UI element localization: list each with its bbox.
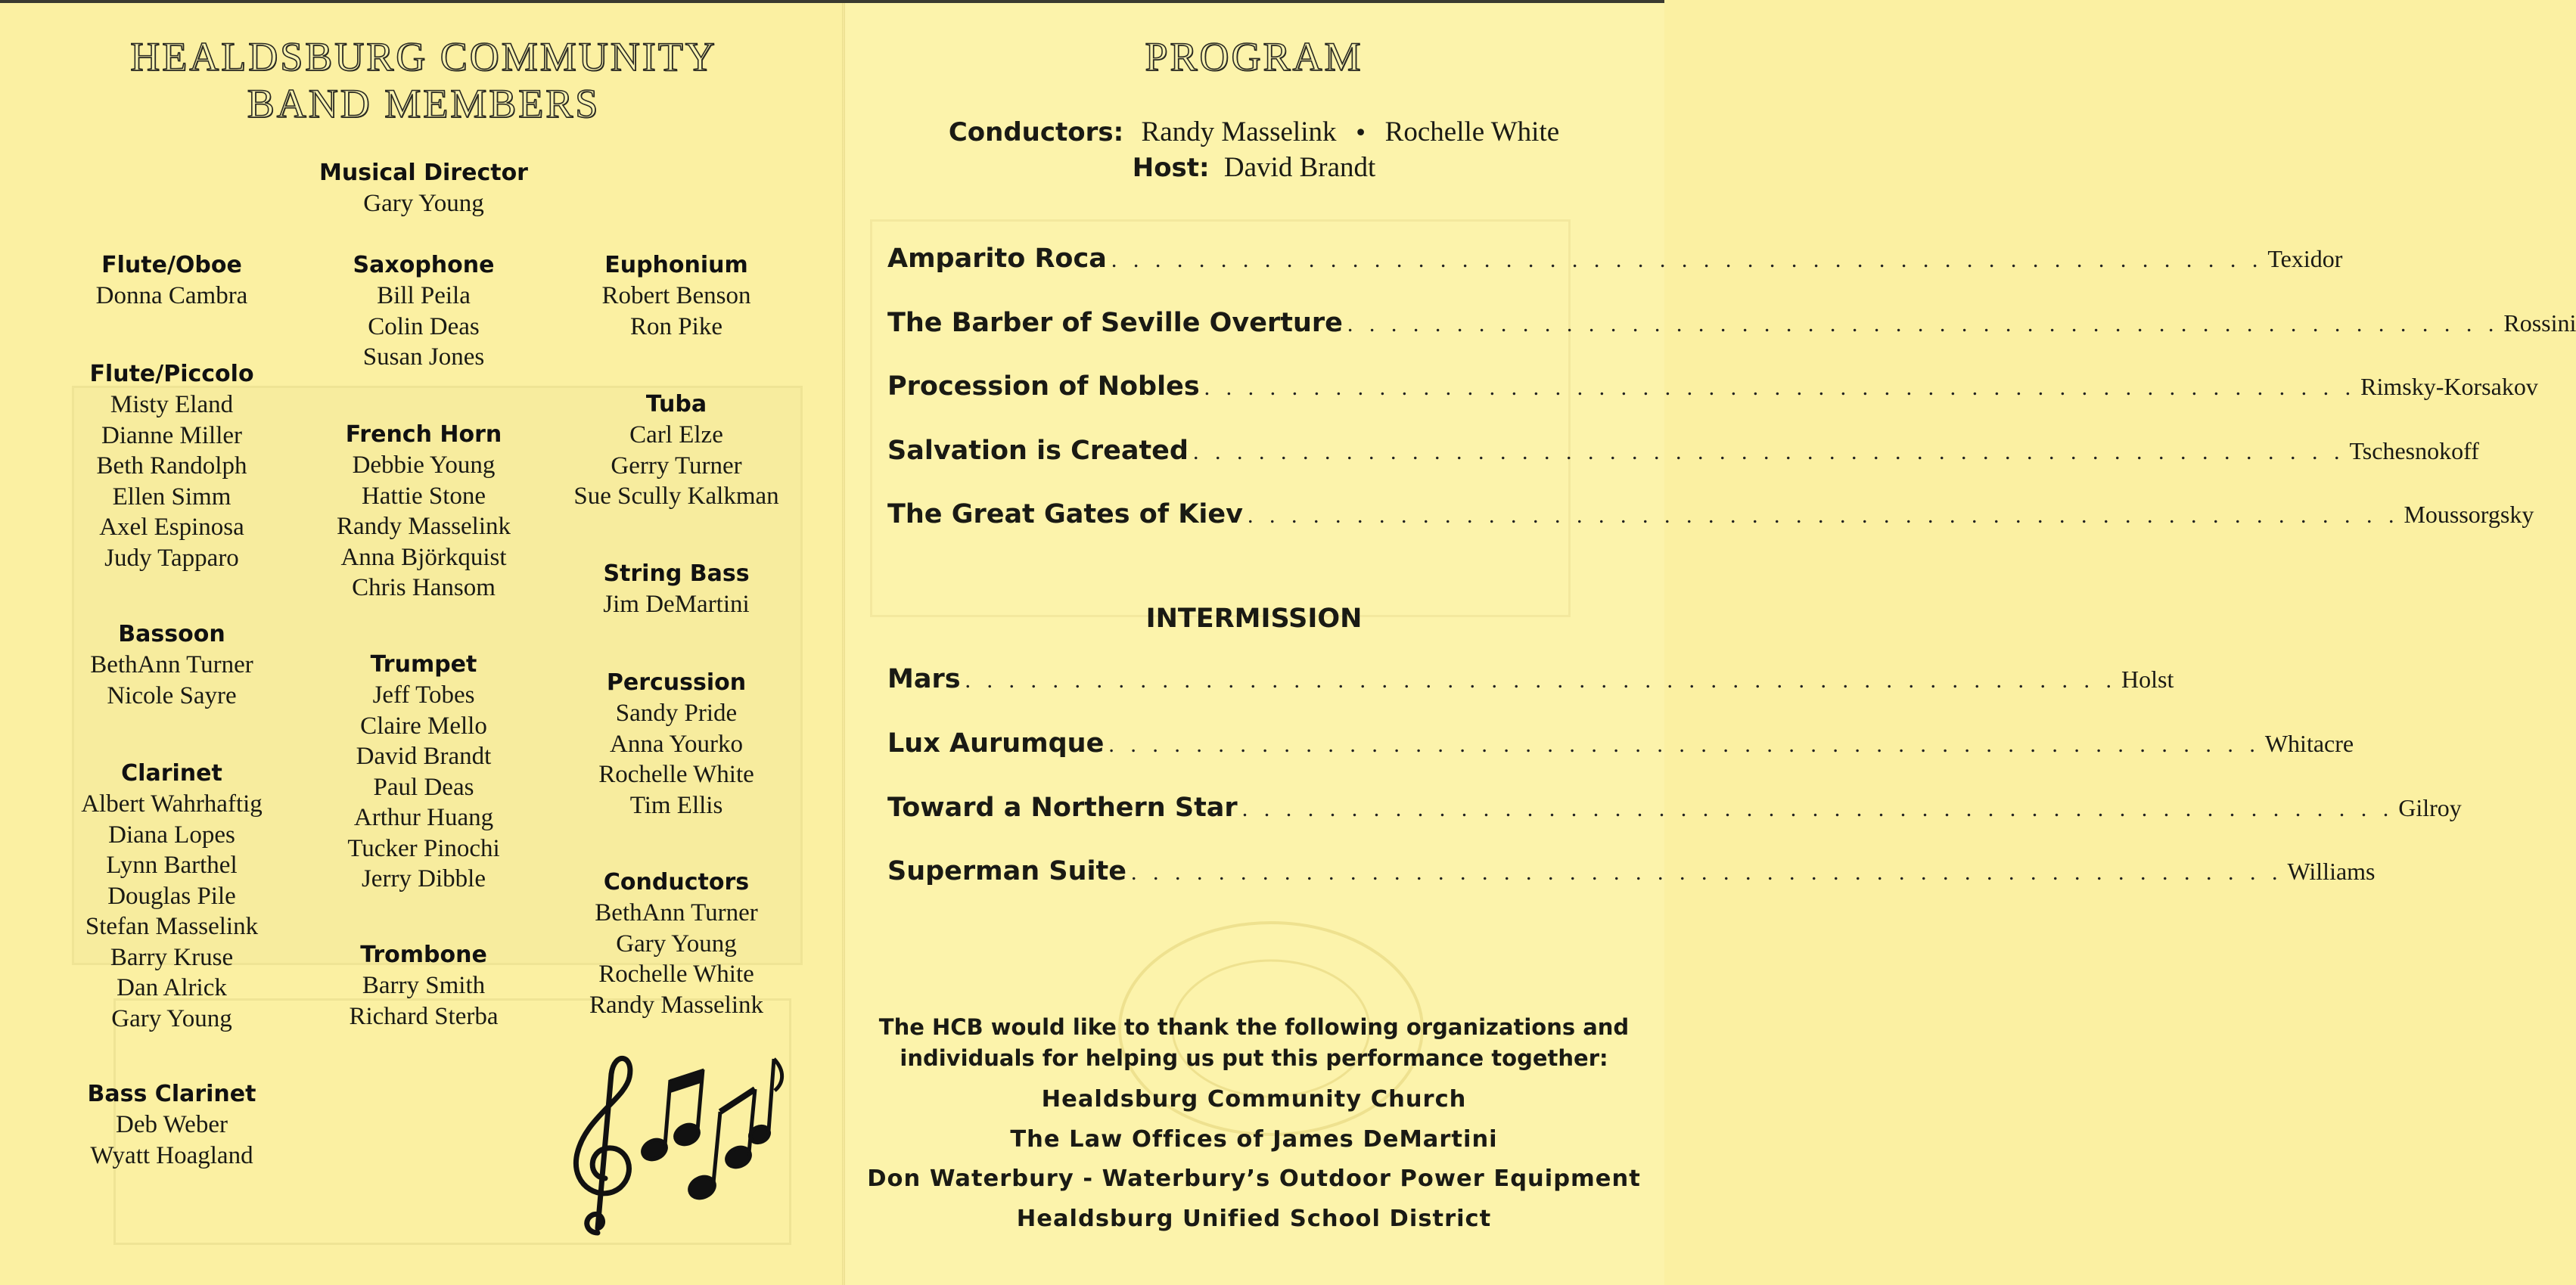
member-name: Nicole Sayre: [107, 681, 237, 709]
host-name: David Brandt: [1223, 152, 1376, 183]
section-bass-clarinet: [36, 1079, 308, 1171]
section-flute-piccolo: [36, 359, 308, 573]
member-name: Tucker Pinochi: [347, 834, 500, 862]
member-name: Randy Masselink: [589, 991, 764, 1019]
title-line-2: BAND MEMBERS: [247, 81, 601, 126]
member-name: Richard Sterba: [349, 1002, 499, 1030]
thanks-line-2: individuals for helping us put this performance together:: [900, 1045, 1608, 1071]
piece-title: Toward a Northern Star: [887, 793, 1238, 823]
dot-leader: . . . . . . . . . . . . . . . . . . . . . . . . . . . . . . . . . . . . . . . . . . . . . . . . . . . . .: [1111, 247, 2264, 272]
thanks-line-1: The HCB would like to thank the following organizations and: [878, 1014, 1630, 1040]
intermission-heading: INTERMISSION: [1145, 604, 1363, 634]
section-heading: Conductors: [603, 869, 750, 895]
member-name: Ellen Simm: [112, 483, 231, 511]
piece-title: Superman Suite: [887, 856, 1126, 886]
thanks-text: [844, 1012, 1664, 1074]
member-name: Rochelle White: [598, 961, 754, 988]
member-name: Beth Randolph: [96, 452, 247, 480]
piece-title: Amparito Roca: [887, 244, 1107, 274]
member-name: Anna Björkquist: [340, 543, 507, 571]
section-heading: Flute/Oboe: [101, 252, 242, 278]
section-euphonium: [540, 250, 813, 342]
composer: Moussorgsky: [2404, 501, 2534, 528]
section-percussion: [540, 668, 813, 821]
member-name: Susan Jones: [362, 343, 485, 371]
piece-title: Mars: [887, 664, 961, 694]
member-name: David Brandt: [356, 743, 492, 770]
piece-title: Salvation is Created: [887, 436, 1189, 466]
piece-title: Procession of Nobles: [887, 371, 1200, 402]
member-name: Rochelle White: [598, 761, 754, 788]
member-name: Diana Lopes: [108, 821, 235, 849]
member-name: Chris Hansom: [352, 574, 496, 601]
composer: Rossini: [2503, 309, 2576, 337]
composer: Holst: [2121, 666, 2174, 693]
member-name: Gary Young: [111, 1004, 232, 1032]
member-name: Misty Eland: [110, 391, 234, 418]
program-item: [887, 371, 2538, 409]
section-heading: Trumpet: [370, 651, 477, 678]
member-name: Jim DeMartini: [603, 591, 750, 618]
conductor-name: Randy Masselink: [1141, 116, 1337, 147]
member-name: Randy Masselink: [336, 513, 511, 540]
section-heading: Bass Clarinet: [87, 1081, 256, 1107]
dot-leader: . . . . . . . . . . . . . . . . . . . . . . . . . . . . . . . . . . . . . . . . . . . . . . . . . . . . .: [965, 668, 2118, 693]
section-heading: Euphonium: [604, 252, 748, 278]
section-heading: Trombone: [360, 942, 487, 968]
section-trombone: [287, 940, 560, 1032]
member-name: Dan Alrick: [117, 974, 227, 1001]
scan-edge: [0, 0, 1664, 3]
member-name: Debbie Young: [352, 452, 496, 479]
member-name: Gary Young: [363, 190, 484, 217]
member-name: Albert Wahrhaftig: [81, 790, 263, 818]
program-item: [887, 856, 2376, 894]
member-name: Barry Smith: [362, 972, 486, 999]
section-tuba: [540, 390, 813, 512]
member-name: Barry Kruse: [110, 943, 234, 971]
composer: Gilroy: [2398, 794, 2462, 821]
member-name: Donna Cambra: [95, 282, 248, 309]
piece-title: The Barber of Seville Overture: [887, 308, 1343, 338]
program-item: [887, 499, 2534, 537]
section-flute-oboe: [36, 250, 308, 312]
program-item: [887, 244, 2343, 281]
member-name: Jeff Tobes: [372, 681, 475, 709]
dot-leader: . . . . . . . . . . . . . . . . . . . . . . . . . . . . . . . . . . . . . . . . . . . . . . . . . . . . .: [1347, 312, 2500, 337]
member-name: Carl Elze: [629, 421, 723, 449]
member-name: Axel Espinosa: [99, 514, 244, 541]
section-french-horn: [287, 420, 560, 604]
member-name: Sue Scully Kalkman: [573, 483, 779, 510]
composer: Tschesnokoff: [2349, 437, 2479, 464]
member-name: Arthur Huang: [353, 804, 494, 831]
member-name: Colin Deas: [368, 312, 480, 340]
section-heading: Tuba: [645, 391, 707, 417]
program-title: PROGRAM: [1145, 34, 1363, 79]
member-name: Douglas Pile: [107, 882, 236, 910]
conductors-line: [844, 116, 1664, 148]
title-line-1: HEALDSBURG COMMUNITY: [130, 34, 717, 79]
program-item: [887, 436, 2479, 473]
composer: Texidor: [2267, 245, 2343, 272]
section-trumpet: [287, 650, 560, 895]
conductor-name: Rochelle White: [1384, 116, 1560, 147]
member-name: Hattie Stone: [361, 482, 486, 510]
piece-title: Lux Aurumque: [887, 728, 1105, 759]
sponsor: Healdsburg Community Church: [1041, 1086, 1467, 1113]
dot-leader: . . . . . . . . . . . . . . . . . . . . . . . . . . . . . . . . . . . . . . . . . . . . . . . . . . . . .: [1247, 503, 2400, 528]
section-conductors: [540, 868, 813, 1020]
section-heading: Bassoon: [118, 621, 225, 647]
member-name: Tim Ellis: [629, 791, 723, 819]
member-name: Bill Peila: [377, 282, 471, 309]
section-saxophone: [287, 250, 560, 373]
program-item: [887, 308, 2576, 346]
music-notes-icon: [545, 1044, 787, 1240]
section-string-bass: [540, 559, 813, 620]
host-line: [844, 151, 1664, 184]
section-heading: Clarinet: [121, 760, 222, 787]
section-bassoon: [36, 619, 308, 711]
section-clarinet: [36, 759, 308, 1034]
dot-leader: . . . . . . . . . . . . . . . . . . . . . . . . . . . . . . . . . . . . . . . . . . . . . . . . . . . . .: [1130, 860, 2283, 885]
member-name: Wyatt Hoagland: [90, 1141, 253, 1169]
conductors-label: Conductors:: [948, 117, 1124, 147]
composer: Williams: [2287, 858, 2376, 885]
bullet-separator: •: [1353, 120, 1368, 147]
member-name: BethAnn Turner: [595, 899, 758, 927]
band-members-title: [68, 33, 779, 127]
section-heading: Saxophone: [353, 252, 495, 278]
member-name: Stefan Masselink: [85, 913, 259, 940]
member-name: Sandy Pride: [615, 700, 738, 727]
member-name: Gerry Turner: [611, 452, 742, 480]
section-heading: String Bass: [603, 560, 750, 587]
dot-leader: . . . . . . . . . . . . . . . . . . . . . . . . . . . . . . . . . . . . . . . . . . . . . . . . . . . . .: [1192, 439, 2345, 464]
dot-leader: . . . . . . . . . . . . . . . . . . . . . . . . . . . . . . . . . . . . . . . . . . . . . . . . . . . . .: [1204, 375, 2357, 400]
composer: Whitacre: [2264, 730, 2354, 757]
sponsor: The Law Offices of James DeMartini: [1010, 1126, 1498, 1153]
member-name: Jerry Dibble: [361, 865, 486, 892]
sponsor: Healdsburg Unified School District: [1016, 1206, 1492, 1232]
member-name: Claire Mello: [360, 712, 487, 740]
program-item: [887, 728, 2354, 766]
piece-title: The Great Gates of Kiev: [887, 499, 1243, 529]
dot-leader: . . . . . . . . . . . . . . . . . . . . . . . . . . . . . . . . . . . . . . . . . . . . . . . . . . . . .: [1108, 732, 2261, 757]
program-item: [887, 664, 2174, 702]
section-heading: Flute/Piccolo: [89, 361, 254, 387]
member-name: Judy Tapparo: [104, 544, 239, 572]
member-name: Ron Pike: [630, 312, 722, 340]
section-heading: Musical Director: [319, 160, 528, 186]
program-item: [887, 793, 2462, 830]
dot-leader: . . . . . . . . . . . . . . . . . . . . . . . . . . . . . . . . . . . . . . . . . . . . . . . . . . . . .: [1241, 796, 2394, 821]
section-musical-director: [287, 158, 560, 219]
sponsor: Don Waterbury - Waterbury’s Outdoor Power Equipment: [867, 1166, 1641, 1192]
section-heading: French Horn: [345, 421, 502, 448]
host-label: Host:: [1132, 153, 1210, 183]
member-name: Anna Yourko: [609, 730, 744, 758]
member-name: Dianne Miller: [101, 421, 243, 449]
member-name: Paul Deas: [373, 773, 474, 801]
composer: Rimsky-Korsakov: [2360, 373, 2538, 400]
member-name: Robert Benson: [601, 282, 751, 309]
member-name: Lynn Barthel: [106, 852, 238, 879]
member-name: BethAnn Turner: [90, 651, 253, 678]
member-name: Gary Young: [616, 930, 737, 958]
section-heading: Percussion: [606, 669, 747, 696]
member-name: Deb Weber: [116, 1111, 228, 1138]
